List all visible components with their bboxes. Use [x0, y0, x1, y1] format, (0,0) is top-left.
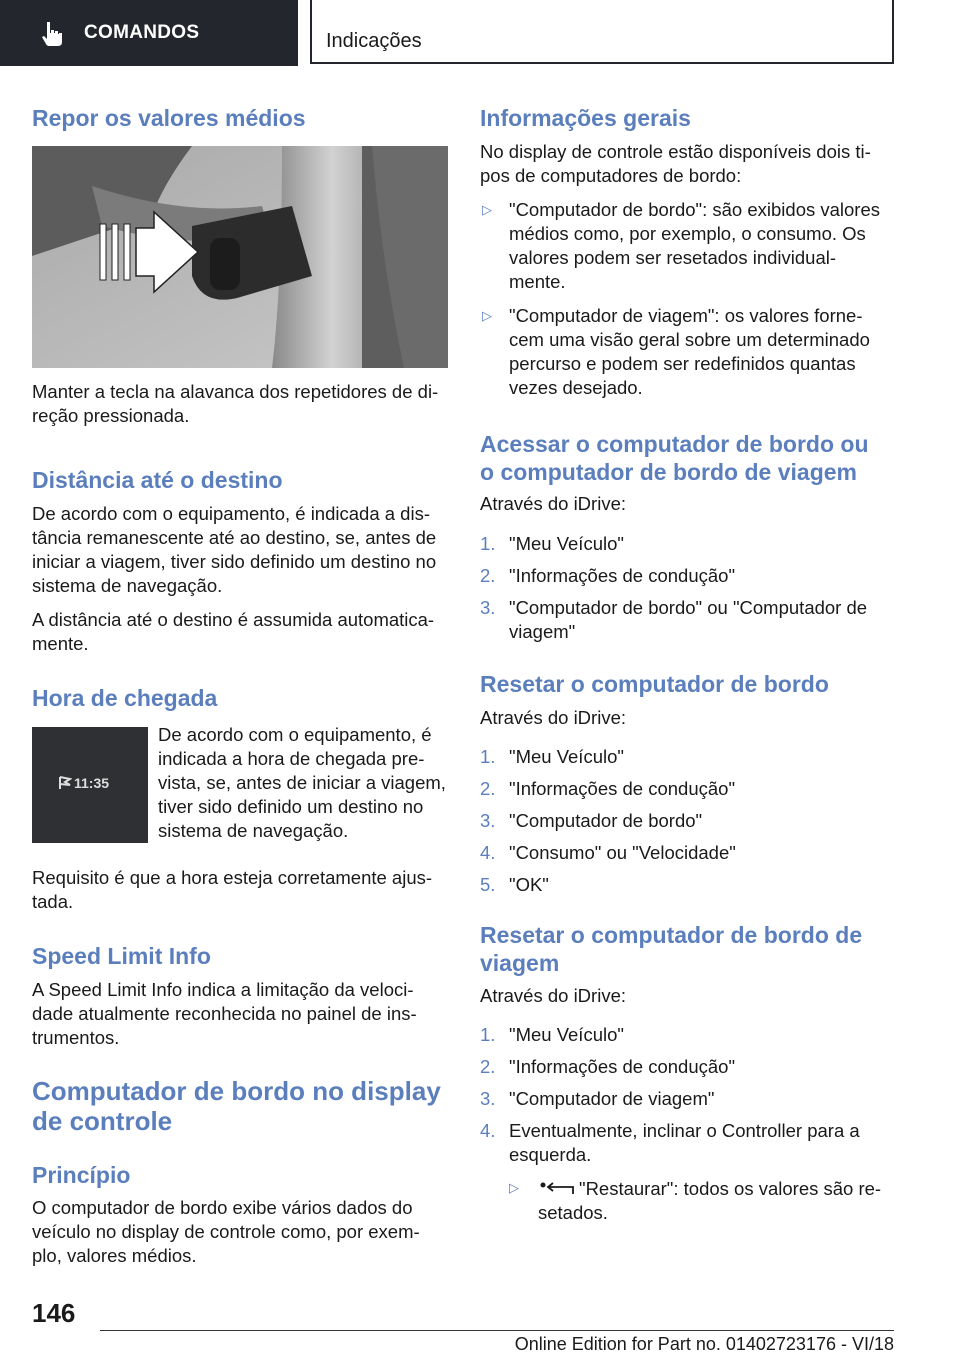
heading-speed-limit: Speed Limit Info [32, 943, 211, 969]
subsection-tab [312, 0, 894, 64]
paragraph-distancia-2: A distância até o destino é assumida automatica- mente. [32, 609, 435, 654]
heading-computador-display: Computador de bordo no display de controle [32, 1076, 441, 1136]
list-item: 1. "Meu Veículo" [480, 1024, 624, 1045]
paragraph-principio: O computador de bordo exibe vários dados do veículo no display de controle como, por exem- plo, valores médios. [32, 1197, 420, 1266]
heading-distancia: Distância até o destino [32, 467, 283, 493]
page-header [0, 0, 960, 66]
list-item: 4. Eventualmente, inclinar o Controller para a esquerda. [480, 1120, 860, 1165]
heading-repor: Repor os valores médios [32, 105, 306, 131]
list-item: 3. "Computador de bordo" [480, 810, 703, 831]
turn-signal-lever-image [32, 146, 448, 368]
paragraph-speed-limit: A Speed Limit Info indica a limitação da veloci- dade atualmente reconhecida no painel de ins- trumentos. [32, 979, 417, 1048]
list-item: 2. "Informações de condução" [480, 565, 736, 586]
list-item: 4. "Consumo" ou "Velocidade" [480, 842, 736, 863]
computer-types-list [480, 198, 894, 400]
triangle-bullet-icon: ▷ [482, 308, 492, 323]
page-number: 146 [32, 1298, 76, 1328]
list-item: 3. "Computador de bordo" ou "Computador de viagem" [480, 597, 868, 642]
back-arrow-icon [539, 1182, 579, 1196]
list-item: 2. "Informações de condução" [480, 1056, 736, 1077]
list-item: 5. "OK" [480, 874, 549, 895]
subsection-label: Indicações [326, 30, 422, 52]
list-item: ▷ "Computador de viagem": os valores forne- cem uma visão geral sobre um determinado percurso e podem ser redefinidos quantas vezes desejado. [482, 305, 870, 398]
heading-acessar: Acessar o computador de bordo ou o computador de bordo de viagem [480, 431, 869, 485]
section-tab [0, 0, 298, 66]
steps-acessar [480, 532, 894, 644]
paragraph-informacoes: No display de controle estão disponíveis dois ti- pos de computadores de bordo: [480, 141, 871, 186]
via-idrive-2: Através do iDrive: [480, 707, 626, 728]
via-idrive-1: Através do iDrive: [480, 493, 626, 514]
heading-principio: Princípio [32, 1162, 131, 1188]
steps-resetar-viagem [480, 1023, 894, 1167]
arrival-time: 11:35 [74, 775, 110, 791]
list-item: 1. "Meu Veículo" [480, 533, 624, 554]
edition-note: Online Edition for Part no. 01402723176 - VI/18 [514, 1334, 894, 1354]
heading-resetar-viagem: Resetar o computador de bordo de viagem [480, 922, 863, 976]
hand-touch-icon [38, 18, 68, 48]
arrival-time-display-image [32, 727, 148, 843]
heading-hora: Hora de chegada [32, 685, 218, 711]
section-label: COMANDOS [84, 22, 200, 43]
triangle-bullet-icon: ▷ [509, 1180, 519, 1195]
triangle-bullet-icon: ▷ [482, 202, 492, 217]
sub-bullet-restaurar: ▷ "Restaurar": todos os valores são re- setados. [509, 1178, 882, 1223]
list-item: 2. "Informações de condução" [480, 778, 736, 799]
steps-resetar-bordo [480, 745, 894, 897]
paragraph-hora: De acordo com o equipamento, é indicada a hora de chegada pre- vista, se, antes de iniciar a viagem, tiver sido definido um destino no sistema de navegação. [158, 724, 446, 841]
heading-resetar-bordo: Resetar o computador de bordo [480, 671, 829, 697]
paragraph-repor: Manter a tecla na alavanca dos repetidores de di- reção pressionada. [32, 381, 439, 426]
list-item: 3. "Computador de viagem" [480, 1088, 715, 1109]
list-item: ▷ "Computador de bordo": são exibidos valores médios como, por exemplo, o consumo. Os valores podem ser resetados individual- mente. [482, 199, 881, 292]
paragraph-distancia-1: De acordo com o equipamento, é indicada a dis- tância remanescente até ao destino, se, antes de iniciar a viagem, tiver sido definido um destino no sistema de navegação. [32, 503, 437, 596]
heading-informacoes: Informações gerais [480, 105, 691, 131]
footer-divider [100, 1330, 894, 1331]
paragraph-requisito: Requisito é que a hora esteja corretamente ajus- tada. [32, 867, 433, 912]
flag-icon [58, 776, 72, 790]
via-idrive-3: Através do iDrive: [480, 985, 626, 1006]
list-item: 1. "Meu Veículo" [480, 746, 624, 767]
